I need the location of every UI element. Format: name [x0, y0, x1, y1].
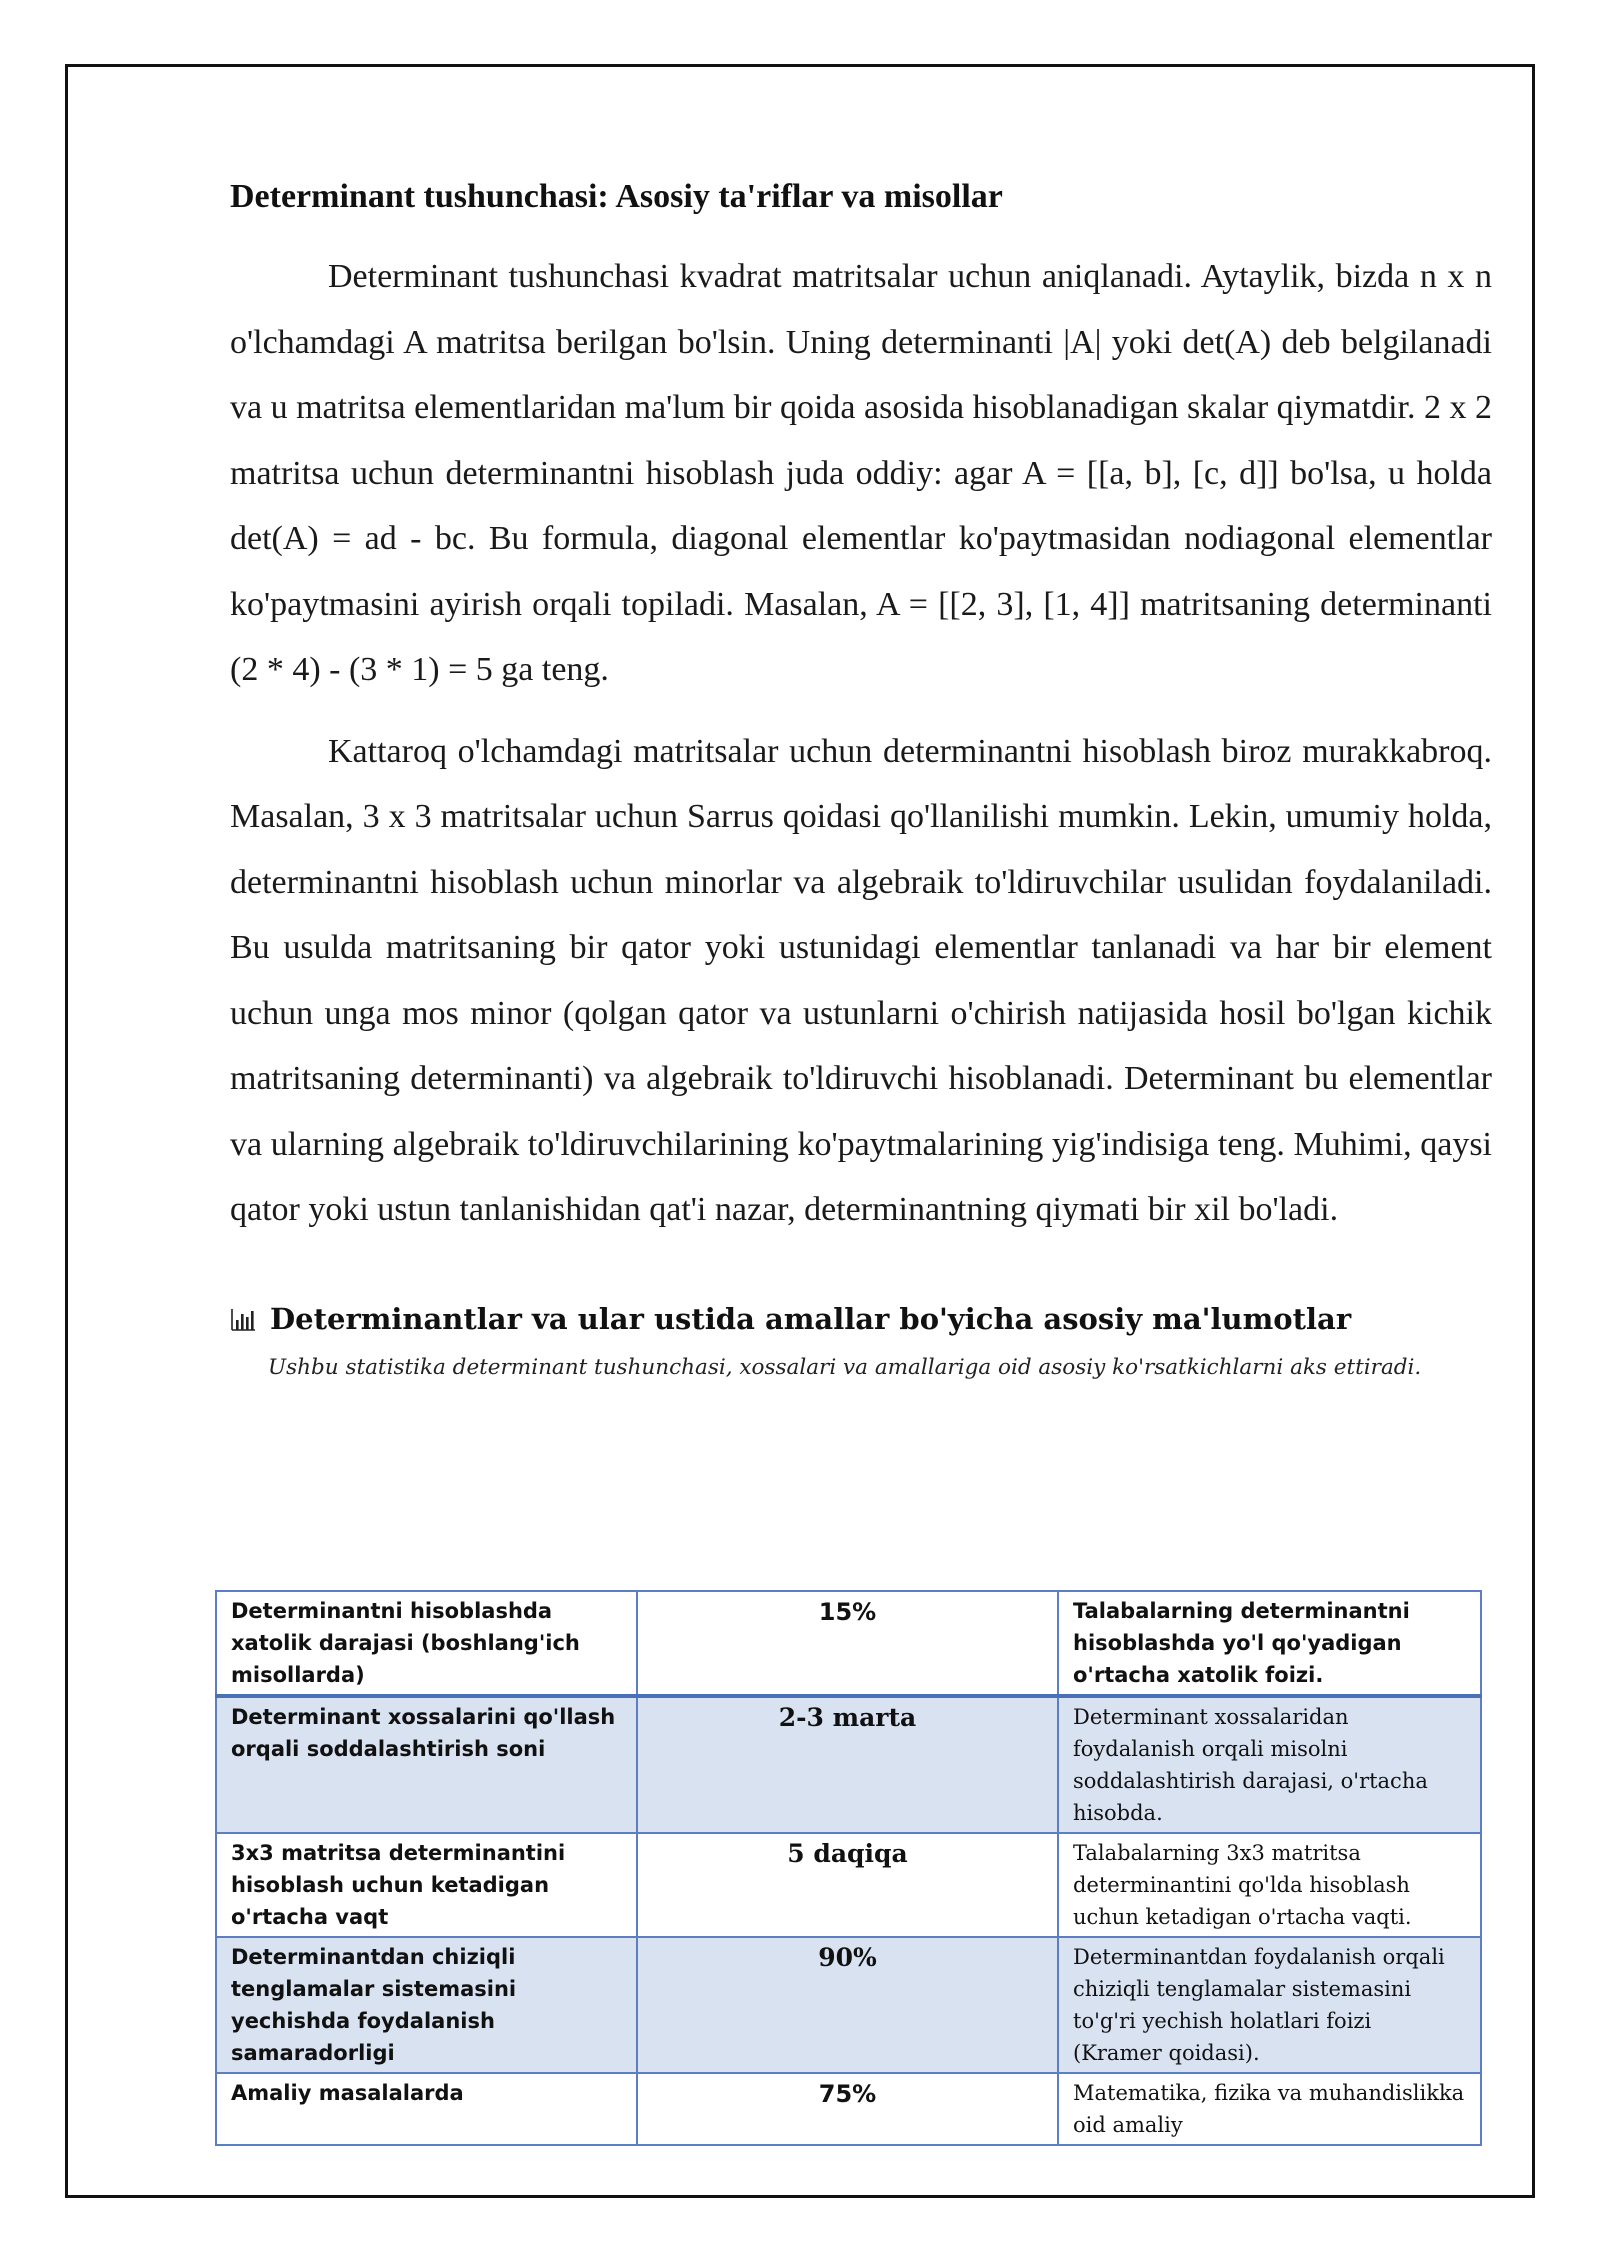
row-label: Amaliy masalalarda [216, 2073, 637, 2145]
row-description: Matematika, fizika va muhandislikka oid amaliy [1058, 2073, 1481, 2145]
row-value: 90% [637, 1937, 1058, 2073]
table-row [216, 1696, 1481, 1833]
table-row [216, 1591, 1481, 1696]
stats-subtitle: Ushbu statistika determinant tushunchasi, xossalari va amallariga oid asosiy ko'rsatkichlarni aks ettiradi. [268, 1354, 1422, 1380]
row-label: Determinant xossalarini qo'llash orqali soddalashtirish soni [216, 1696, 637, 1833]
row-value: 75% [637, 2073, 1058, 2145]
row-value: 5 daqiqa [637, 1833, 1058, 1937]
row-description: Talabalarning determinantni hisoblashda yo'l qo'yadigan o'rtacha xatolik foizi. [1058, 1591, 1481, 1696]
stats-table [215, 1590, 1482, 2146]
paragraph-1: Determinant tushunchasi kvadrat matritsalar uchun aniqlanadi. Aytaylik, bizda n x n o'lchamdagi A matritsa berilgan bo'lsin. Uning determinanti |A| yoki det(A) deb belgilanadi va u matritsa elementlaridan ma'lum bir qoida asosida hisoblanadigan skalar qiymatdir. 2 x 2 matritsa uchun determinantni hisoblash juda oddiy: agar A = [[a, b], [c, d]] bo'lsa, u holda det(A) = ad - bc. Bu formula, diagonal elementlar ko'paytmasidan nodiagonal elementlar ko'paytmasini ayirish orqali topiladi. Masalan, A = [[2, 3], [1, 4]] matritsaning determinanti (2 * 4) - (3 * 1) = 5 ga teng. [230, 258, 1492, 688]
row-description: Determinant xossalaridan foydalanish orqali misolni soddalashtirish darajasi, o'rtacha hisobda. [1058, 1696, 1481, 1833]
row-label: Determinantdan chiziqli tenglamalar sistemasini yechishda foydalanish samaradorligi [216, 1937, 637, 2073]
table-row [216, 2073, 1481, 2145]
row-label: Determinantni hisoblashda xatolik darajasi (boshlang'ich misollarda) [216, 1591, 637, 1696]
stats-heading [230, 1299, 1492, 1339]
table-row [216, 1937, 1481, 2073]
row-value: 2-3 marta [637, 1696, 1058, 1833]
section-heading: Determinant tushunchasi: Asosiy ta'riflar va misollar [230, 178, 1003, 215]
row-label: 3x3 matritsa determinantini hisoblash uchun ketadigan o'rtacha vaqt [216, 1833, 637, 1937]
paragraph-2: Kattaroq o'lchamdagi matritsalar uchun determinantni hisoblash biroz murakkabroq. Masalan, 3 x 3 matritsalar uchun Sarrus qoidasi qo'llanilishi mumkin. Lekin, umumiy holda, determinantni hisoblash uchun minorlar va algebraik to'ldiruvchilar usulidan foydalaniladi. Bu usulda matritsaning bir qator yoki ustunidagi elementlar tanlanadi va har bir element uchun unga mos minor (qolgan qator va ustunlarni o'chirish natijasida hosil bo'lgan kichik matritsaning determinanti) va algebraik to'ldiruvchi hisoblanadi. Determinant bu elementlar va ularning algebraik to'ldiruvchilarining ko'paytmalarining yig'indisiga teng. Muhimi, qaysi qator yoki ustun tanlanishidan qat'i nazar, determinantning qiymati bir xil bo'ladi. [230, 732, 1492, 1228]
document-body [230, 172, 1492, 1397]
stats-title: Determinantlar va ular ustida amallar bo'yicha asosiy ma'lumotlar [270, 1301, 1352, 1336]
table-row [216, 1833, 1481, 1937]
row-value: 15% [637, 1591, 1058, 1696]
row-description: Determinantdan foydalanish orqali chiziqli tenglamalar sistemasini to'g'ri yechish holatlari foizi (Kramer qoidasi). [1058, 1937, 1481, 2073]
bar-chart-icon [230, 1306, 256, 1332]
row-description: Talabalarning 3x3 matritsa determinantini qo'lda hisoblash uchun ketadigan o'rtacha vaqti. [1058, 1833, 1481, 1937]
